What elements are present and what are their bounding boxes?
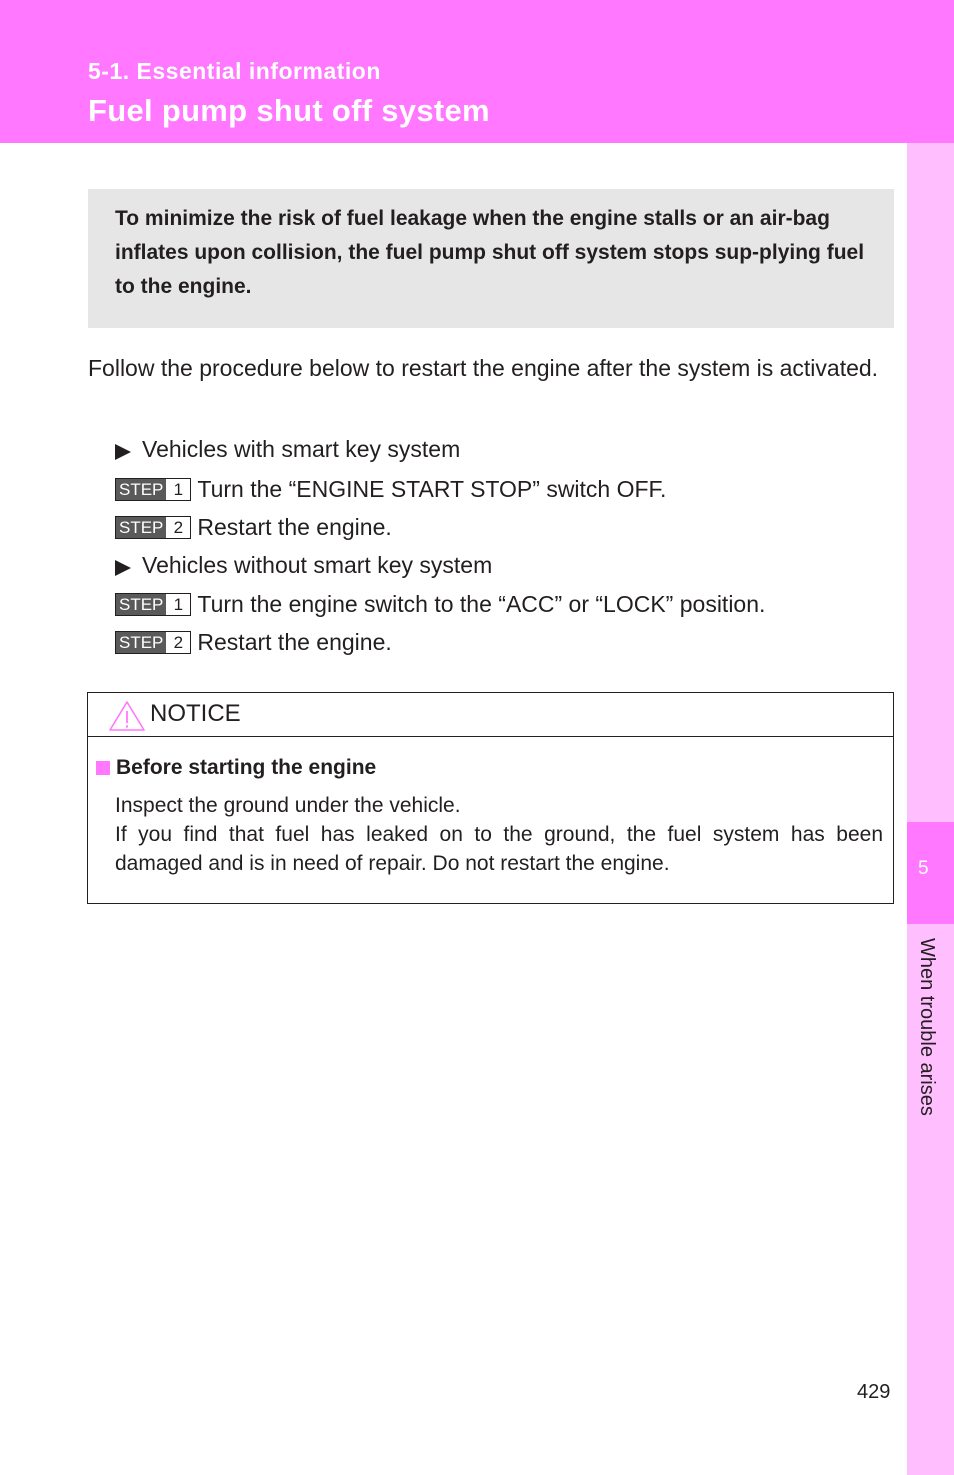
notice-line-2: If you find that fuel has leaked on to the ground, the fuel system has been damaged and is in need of repair. Do not restart the engine. (115, 823, 883, 875)
step-badge (115, 593, 191, 616)
notice-body (115, 791, 883, 878)
step-number: 1 (166, 594, 190, 615)
step-text: Restart the engine. (197, 514, 392, 540)
intro-box (88, 189, 894, 328)
step-label: STEP (116, 594, 166, 615)
group-heading-text: Vehicles with smart key system (142, 436, 461, 462)
notice-title: NOTICE (150, 700, 241, 727)
step-number: 2 (166, 632, 190, 653)
step-number: 1 (166, 479, 190, 500)
step-text: Turn the engine switch to the “ACC” or “LOCK” position. (197, 591, 766, 617)
step-badge (115, 478, 191, 501)
body-paragraph: Follow the procedure below to restart the engine after the system is activated. (88, 355, 879, 381)
warning-icon (108, 700, 146, 732)
group-heading-smart-key (115, 436, 460, 463)
triangle-right-icon (115, 560, 131, 576)
step-text: Turn the “ENGINE START STOP” switch OFF. (197, 476, 667, 502)
step-badge (115, 631, 191, 654)
step-badge (115, 516, 191, 539)
step-row (115, 476, 666, 503)
notice-box (87, 692, 894, 904)
pink-square-icon (96, 761, 110, 775)
step-text: Restart the engine. (197, 629, 392, 655)
step-number: 2 (166, 517, 190, 538)
step-label: STEP (116, 479, 166, 500)
chapter-number: 5 (918, 858, 929, 879)
page-title: Fuel pump shut off system (88, 93, 490, 128)
step-label: STEP (116, 632, 166, 653)
section-label: 5-1. Essential information (88, 58, 381, 84)
intro-text: To minimize the risk of fuel leakage when the engine stalls or an air-bag inflates upon collision, the fuel pump shut off system stops sup-plying fuel to the engine. (115, 207, 865, 298)
step-row (115, 591, 765, 618)
chapter-label: When trouble arises (916, 938, 938, 1116)
page-number: 429 (857, 1381, 891, 1403)
triangle-right-icon (115, 444, 131, 460)
group-heading-text: Vehicles without smart key system (142, 552, 493, 578)
step-label: STEP (116, 517, 166, 538)
page-header (0, 0, 954, 143)
step-row (115, 514, 392, 541)
group-heading-no-smart-key (115, 552, 492, 579)
step-row (115, 629, 392, 656)
side-strip (907, 143, 954, 1475)
notice-subheading-text: Before starting the engine (116, 756, 377, 779)
chapter-tab[interactable] (907, 822, 954, 924)
notice-subheading (96, 756, 376, 780)
notice-header (88, 693, 893, 737)
notice-line-1: Inspect the ground under the vehicle. (115, 794, 461, 817)
